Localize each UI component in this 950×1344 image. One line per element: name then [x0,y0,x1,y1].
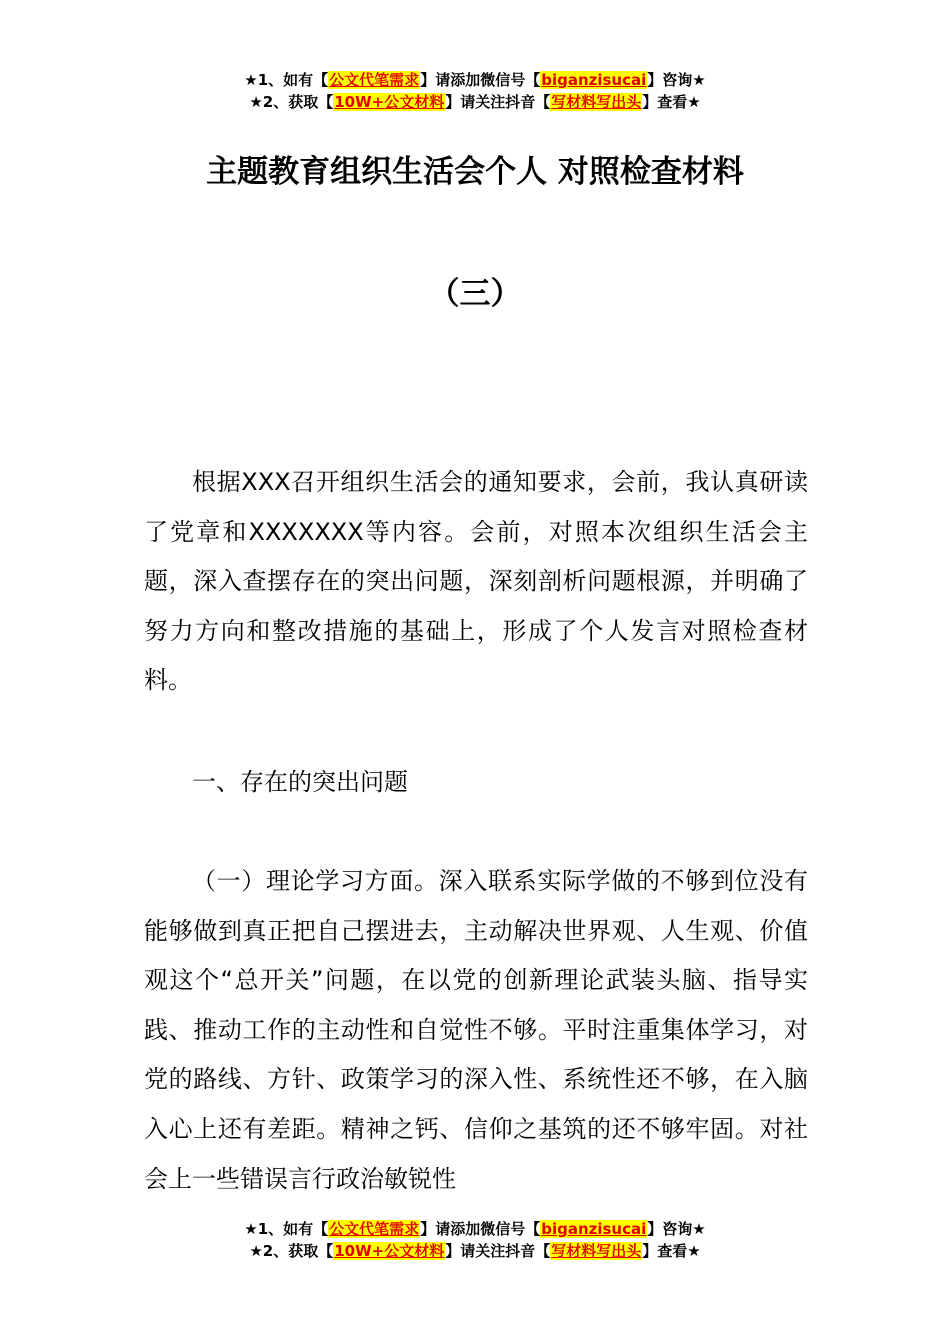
promo-line-2-suffix: 】查看★ [642,93,701,111]
promo-line-1-suffix: 】咨询★ [647,71,706,89]
promo-line-2-mid: 】请关注抖音【 [445,93,551,111]
promo-highlight-douyin: 写材料写出头 [551,1242,642,1260]
promo-line-2 [0,91,950,113]
section-heading: 一、存在的突出问题 [192,768,408,796]
promo-highlight-douyin: 写材料写出头 [551,93,642,111]
intro-paragraph: 根据XXX召开组织生活会的通知要求，会前，我认真研读了党章和XXXXXXX等内容。会前，对照本次组织生活会主题，深入查摆存在的突出问题，深刻剖析问题根源，并明确了努力方向和整改措施的基础上，形成了个人发言对照检查材料。 [144,468,808,695]
promo-line-2-prefix: ★2、获取【 [249,93,334,111]
promo-highlight-wechat: biganzisucai [541,1220,647,1238]
promo-highlight-service: 公文代笔需求 [329,71,420,89]
promo-line-2-prefix: ★2、获取【 [249,1242,334,1260]
promo-line-1-prefix: ★1、如有【 [244,1220,329,1238]
document-title: 主题教育组织生活会个人 对照检查材料 [206,154,744,190]
promo-line-1-suffix: 】咨询★ [647,1220,706,1238]
promo-highlight-materials: 10W+公文材料 [334,1242,445,1260]
theory-study-paragraph: （一）理论学习方面。深入联系实际学做的不够到位没有能够做到真正把自己摆进去，主动解决世界观、人生观、价值观这个“总开关”问题，在以党的创新理论武装头脑、指导实践、推动工作的主动性和自觉性不够。平时注重集体学习，对党的路线、方针、政策学习的深入性、系统性还不够，在入脑入心上还有差距。精神之钙、信仰之基筑的还不够牢固。对社会上一些错误言行政治敏锐性 [144,867,808,1193]
promo-banner-top [0,69,950,113]
promo-banner-bottom [0,1218,950,1262]
promo-highlight-materials: 10W+公文材料 [334,93,445,111]
promo-line-1 [0,69,950,91]
document-subtitle: （三） [428,276,522,312]
promo-line-2-suffix: 】查看★ [642,1242,701,1260]
promo-highlight-service: 公文代笔需求 [329,1220,420,1238]
promo-highlight-wechat: biganzisucai [541,71,647,89]
promo-line-2-mid: 】请关注抖音【 [445,1242,551,1260]
promo-line-2 [0,1240,950,1262]
promo-line-1 [0,1218,950,1240]
promo-line-1-prefix: ★1、如有【 [244,71,329,89]
promo-line-1-mid: 】请添加微信号【 [420,71,541,89]
promo-line-1-mid: 】请添加微信号【 [420,1220,541,1238]
